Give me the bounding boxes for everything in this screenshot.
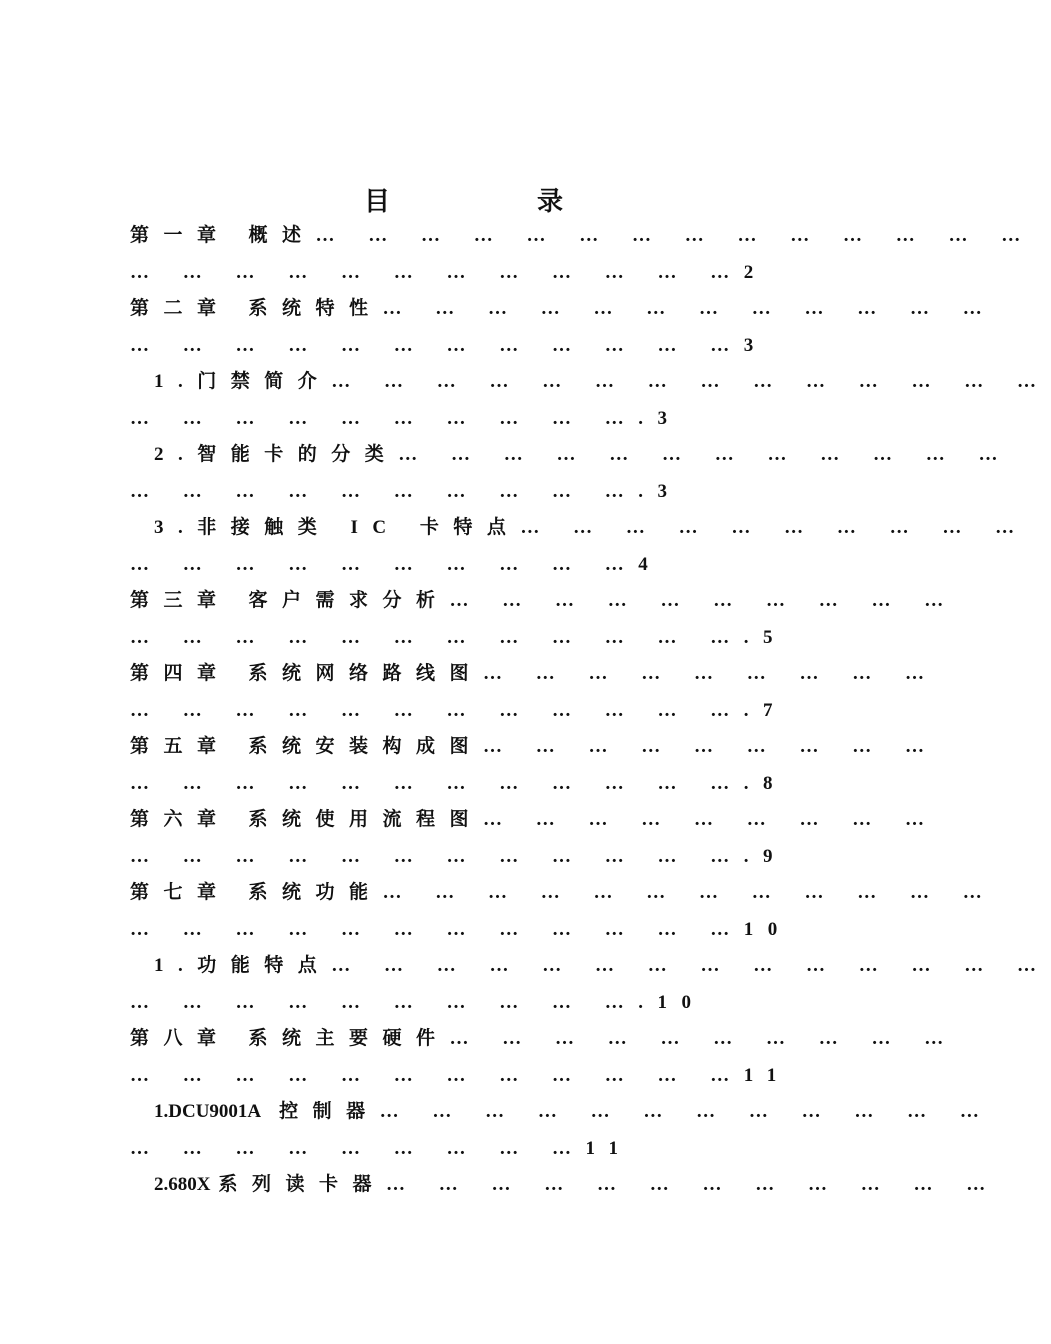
entry-title: 系统安装构成图 — [248, 736, 484, 757]
section-label: 3. — [154, 517, 198, 538]
leader-dots: … … … … … … … … … … … … — [130, 626, 744, 648]
leader-dots: … … … … … … … … … … … … — [386, 1174, 1000, 1195]
entry-title: 门禁简介 — [197, 371, 332, 392]
entry-title: 系统网络路线图 — [248, 663, 484, 684]
toc-title-left: 目 — [364, 187, 391, 216]
toc-entry-line[interactable] — [130, 1021, 958, 1058]
chapter-label: 第七章 — [130, 882, 231, 903]
leader-dots: … … … … … … … … … … — [130, 480, 639, 502]
page-number: .10 — [638, 991, 706, 1013]
leader-dots: … … … … … … … … … — [483, 663, 939, 684]
leader-dots: … … … … … … … … … … … … … … — [331, 371, 1051, 392]
leader-dots: … … … … … … … … … … — [449, 590, 958, 611]
toc-entry-line[interactable] — [130, 1167, 1000, 1204]
leader-dots: … … … … … … … … … … … … — [382, 298, 997, 319]
page-number: .8 — [743, 772, 787, 794]
toc-entry-line[interactable] — [130, 583, 958, 620]
section-label: 1. — [154, 371, 198, 392]
leader-dots: … … … … … … … … … … — [130, 991, 639, 1013]
entry-title: 客户需求分析 — [248, 590, 450, 611]
leader-dots: … … … … … … … … … … — [449, 1028, 958, 1049]
toc-entry-line[interactable] — [130, 729, 939, 766]
section-label: 1.DCU9001A — [154, 1101, 262, 1122]
leader-dots: … … … … … … … … … … … … — [130, 334, 744, 356]
toc-entry-line[interactable] — [130, 218, 1035, 255]
page-number: .5 — [743, 626, 787, 648]
leader-dots: … … … … … … … … … … … … — [379, 1101, 994, 1122]
page-number: 4 — [638, 553, 663, 575]
entry-title: 概述 — [248, 225, 316, 246]
toc-entry-line[interactable] — [130, 437, 1013, 474]
leader-dots: … … … … … … … … … … … … — [130, 699, 744, 721]
entry-title: 系统使用流程图 — [248, 809, 484, 830]
leader-dots: … … … … … … … … … … … … — [130, 845, 744, 867]
leader-dots: … … … … … … … … … … — [130, 553, 639, 575]
toc-entry-line[interactable] — [130, 948, 1051, 985]
toc-entry-line[interactable] — [130, 656, 939, 693]
leader-dots: … … … … … … … … … … … … — [398, 444, 1013, 465]
toc-entry-line[interactable] — [130, 364, 1051, 401]
page-number: .9 — [743, 845, 787, 867]
leader-dots: … … … … … … … … … … … … — [130, 1064, 744, 1086]
page-number: 10 — [743, 918, 792, 940]
toc-entry-line[interactable] — [130, 1094, 994, 1131]
page-number: .7 — [743, 699, 787, 721]
entry-title: 控制器 — [279, 1101, 380, 1122]
leader-dots: … … … … … … … … … … … … — [382, 882, 997, 903]
toc-entry-line[interactable] — [130, 875, 997, 912]
leader-dots: … … … … … … … … … — [483, 809, 939, 830]
leader-dots: … … … … … … … … … … — [130, 407, 639, 429]
chapter-label: 第三章 — [130, 590, 231, 611]
chapter-label: 第六章 — [130, 809, 231, 830]
section-label: 1. — [154, 955, 198, 976]
toc-entry-line[interactable] — [130, 510, 1029, 547]
page-number: .3 — [638, 407, 682, 429]
toc-entry-line-2 — [130, 255, 792, 292]
toc-entry-line-2 — [130, 328, 792, 365]
chapter-label: 第五章 — [130, 736, 231, 757]
table-of-contents — [130, 218, 1051, 1204]
toc-entry-line-2 — [130, 766, 792, 803]
toc-entry-line-2 — [130, 1058, 792, 1095]
leader-dots: … … … … … … … … … — [130, 1137, 586, 1159]
toc-entry-line-2 — [130, 474, 792, 511]
leader-dots: … … … … … … … … … … … … … … — [315, 225, 1035, 246]
leader-dots: … … … … … … … … … — [483, 736, 939, 757]
leader-dots: … … … … … … … … … … … … — [130, 918, 744, 940]
page-number: 2 — [743, 261, 768, 283]
entry-title: 非接触类 IC 卡特点 — [197, 517, 521, 538]
toc-entry-line-2 — [130, 912, 792, 949]
entry-title: 功能特点 — [197, 955, 332, 976]
toc-entry-line[interactable] — [130, 802, 939, 839]
entry-title: 系统主要硬件 — [248, 1028, 450, 1049]
toc-entry-line-2 — [130, 1131, 792, 1168]
toc-entry-line-2 — [130, 401, 792, 438]
entry-title: 系统功能 — [248, 882, 383, 903]
entry-title: 系统特性 — [248, 298, 383, 319]
leader-dots: … … … … … … … … … … … … … … — [331, 955, 1051, 976]
toc-entry-line-2 — [130, 547, 792, 584]
chapter-label: 第二章 — [130, 298, 231, 319]
chapter-label: 第一章 — [130, 225, 231, 246]
toc-entry-line-2 — [130, 839, 792, 876]
page-number: 11 — [743, 1064, 791, 1086]
entry-title: 系列读卡器 — [218, 1174, 386, 1195]
section-label: 2.680X — [154, 1174, 211, 1195]
chapter-label: 第八章 — [130, 1028, 231, 1049]
leader-dots: … … … … … … … … … … — [520, 517, 1029, 538]
toc-title — [0, 181, 950, 217]
entry-title: 智能卡的分类 — [197, 444, 399, 465]
toc-title-right: 录 — [537, 187, 564, 216]
toc-entry-line-2 — [130, 620, 792, 657]
chapter-label: 第四章 — [130, 663, 231, 684]
toc-entry-line[interactable] — [130, 291, 997, 328]
leader-dots: … … … … … … … … … … … … — [130, 261, 744, 283]
section-label: 2. — [154, 444, 198, 465]
toc-entry-line-2 — [130, 693, 792, 730]
page-number: 3 — [743, 334, 768, 356]
page-number: 11 — [585, 1137, 633, 1159]
page-number: .3 — [638, 480, 682, 502]
leader-dots: … … … … … … … … … … … … — [130, 772, 744, 794]
toc-entry-line-2 — [130, 985, 792, 1022]
